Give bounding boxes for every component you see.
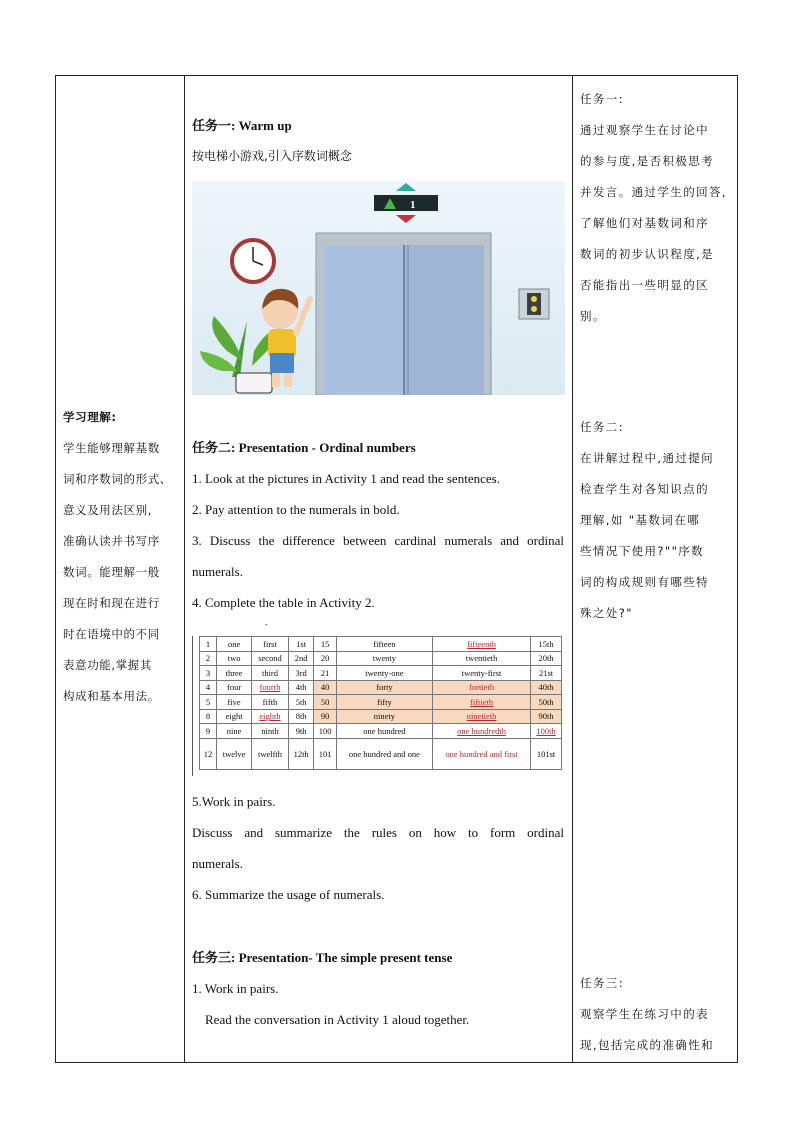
table-cell: one: [217, 637, 252, 652]
table-row: [200, 651, 562, 666]
learning-goal-line: 构成和基本用法。: [63, 689, 160, 703]
table-cell: 1st: [288, 637, 313, 652]
elevator-scene: [192, 181, 565, 395]
assessment-line: 并发言。通过学生的回答,: [580, 185, 727, 199]
table-cell-answer: ninetieth: [433, 709, 531, 724]
task1-section: [192, 110, 564, 172]
table-row: [200, 724, 562, 739]
numerals-table: [199, 636, 562, 770]
table-cell: five: [217, 695, 252, 710]
table-cell: 21st: [531, 666, 562, 681]
table-cell: third: [252, 666, 289, 681]
assessment-line: 别。: [580, 309, 606, 323]
task1-description: 按电梯小游戏,引入序数词概念: [192, 149, 352, 163]
task2-item: 1. Look at the pictures in Activity 1 and read the sentences.: [192, 471, 500, 486]
table-row: [200, 709, 562, 724]
task2-item: 2. Pay attention to the numerals in bold.: [192, 502, 400, 517]
elevator-game-illustration: [192, 181, 565, 395]
table-cell: 40th: [531, 680, 562, 695]
table-row: [200, 637, 562, 652]
assessment-line: 现,包括完成的准确性和: [580, 1038, 715, 1052]
assessment-line: 理解,如 "基数词在哪: [580, 513, 700, 527]
table-cell: 5th: [288, 695, 313, 710]
table-cell: 101st: [531, 738, 562, 769]
table-cell: forty: [336, 680, 432, 695]
table-cell: one hundred and one: [336, 738, 432, 769]
table-cell: three: [217, 666, 252, 681]
assessment-line: 的参与度,是否积极思考: [580, 154, 715, 168]
table-cell: 90th: [531, 709, 562, 724]
table-cell: 20th: [531, 651, 562, 666]
table-cell: 5: [200, 695, 217, 710]
table-cell-answer: fortieth: [433, 680, 531, 695]
assessment-line: 数词的初步认识程度,是: [580, 247, 715, 261]
table-cell: 4: [200, 680, 217, 695]
table-cell: 100: [314, 724, 336, 739]
task2-item: 4. Complete the table in Activity 2.: [192, 595, 375, 610]
learning-goal-line: 准确认读并书写序: [63, 534, 160, 548]
task2-item: 5.Work in pairs.: [192, 794, 276, 809]
table-tick-mark: -: [265, 620, 268, 629]
task2-section: [192, 432, 564, 618]
table-cell: twelve: [217, 738, 252, 769]
column-divider-right: [572, 75, 573, 1063]
table-cell: 4th: [288, 680, 313, 695]
assessment-line: 在讲解过程中,通过提问: [580, 451, 715, 465]
learning-goal-line: 词和序数词的形式、: [63, 472, 172, 486]
table-cell: 8th: [288, 709, 313, 724]
table-cell: 9th: [288, 724, 313, 739]
table-cell: 3rd: [288, 666, 313, 681]
table-cell: 90: [314, 709, 336, 724]
table-cell: fifth: [252, 695, 289, 710]
table-cell: 12: [200, 738, 217, 769]
task2-section-continued: [192, 786, 564, 910]
assessment-task3: [580, 968, 732, 1061]
learning-goal-line: 表意功能,掌握其: [63, 658, 152, 672]
assessment-title: 任务一:: [580, 92, 624, 106]
assessment-line: 通过观察学生在讨论中: [580, 123, 709, 137]
table-cell: ninth: [252, 724, 289, 739]
table-cell: 2: [200, 651, 217, 666]
table-cell-answer: one hundredth: [433, 724, 531, 739]
task2-title: 任务二: Presentation - Ordinal numbers: [192, 440, 416, 455]
column-divider-left: [184, 75, 185, 1063]
assessment-task1: [580, 84, 732, 332]
task3-title: 任务三: Presentation- The simple present tense: [192, 950, 453, 965]
table-cell: fifty: [336, 695, 432, 710]
table-cell-answer: eighth: [252, 709, 289, 724]
task3-section: [192, 942, 564, 1035]
learning-goal-line: 时在语境中的不同: [63, 627, 160, 641]
floor-number: 1: [410, 199, 416, 211]
table-cell: four: [217, 680, 252, 695]
task2-item: numerals.: [192, 856, 243, 871]
table-cell: second: [252, 651, 289, 666]
learning-goal-line: 数词。能理解一般: [63, 565, 160, 579]
table-cell: twentieth: [433, 651, 531, 666]
table-cell: 101: [314, 738, 336, 769]
learning-goal-line: 学生能够理解基数: [63, 441, 160, 455]
table-cell: 21: [314, 666, 336, 681]
table-cell: twenty-first: [433, 666, 531, 681]
task1-title: 任务一: Warm up: [192, 118, 292, 133]
table-cell: twenty: [336, 651, 432, 666]
table-cell: 50th: [531, 695, 562, 710]
assessment-task2: [580, 412, 732, 629]
table-cell: eight: [217, 709, 252, 724]
assessment-line: 词的构成规则有哪些特: [580, 575, 709, 589]
table-cell-answer: fourth: [252, 680, 289, 695]
learning-goal-title: 学习理解:: [63, 410, 117, 424]
assessment-line: 检查学生对各知识点的: [580, 482, 709, 496]
table-cell: twenty-one: [336, 666, 432, 681]
table-cell-answer: fiftieth: [433, 695, 531, 710]
table-cell: 15: [314, 637, 336, 652]
assessment-line: 殊之处?": [580, 606, 633, 620]
table-cell-answer: fifteenth: [433, 637, 531, 652]
table-cell: 8: [200, 709, 217, 724]
table-cell: 3: [200, 666, 217, 681]
task3-item: 1. Work in pairs.: [192, 981, 279, 996]
assessment-line: 了解他们对基数词和序: [580, 216, 709, 230]
table-cell: 2nd: [288, 651, 313, 666]
table-cell: 15th: [531, 637, 562, 652]
table-cell: 9: [200, 724, 217, 739]
table-left-edge: [192, 636, 193, 776]
table-cell: 20: [314, 651, 336, 666]
table-cell: twelfth: [252, 738, 289, 769]
table-cell: first: [252, 637, 289, 652]
table-row: [200, 738, 562, 769]
table-cell-answer: one hundred and first: [433, 738, 531, 769]
table-cell: ninety: [336, 709, 432, 724]
learning-goal-line: 现在时和现在进行: [63, 596, 160, 610]
table-cell: two: [217, 651, 252, 666]
assessment-line: 些情况下使用?""序数: [580, 544, 705, 558]
assessment-title: 任务三:: [580, 976, 624, 990]
table-cell: 12th: [288, 738, 313, 769]
task2-item: 6. Summarize the usage of numerals.: [192, 887, 385, 902]
assessment-line: 观察学生在练习中的表: [580, 1007, 709, 1021]
table-row: [200, 695, 562, 710]
assessment-title: 任务二:: [580, 420, 624, 434]
task2-item: 3. Discuss the difference between cardinal numerals and ordinal: [192, 533, 564, 548]
table-cell: one hundred: [336, 724, 432, 739]
task2-item: Discuss and summarize the rules on how to form ordinal: [192, 825, 564, 840]
task3-item: Read the conversation in Activity 1 aloud together.: [205, 1012, 470, 1027]
task2-item: numerals.: [192, 564, 243, 579]
table-row: [200, 666, 562, 681]
table-cell: 40: [314, 680, 336, 695]
table-cell: 1: [200, 637, 217, 652]
table-cell: nine: [217, 724, 252, 739]
learning-goal-line: 意义及用法区别,: [63, 503, 152, 517]
learning-goal-column: [63, 402, 181, 712]
table-cell: fifteen: [336, 637, 432, 652]
assessment-line: 否能指出一些明显的区: [580, 278, 709, 292]
table-cell-answer: 100th: [531, 724, 562, 739]
table-row: [200, 680, 562, 695]
table-cell: 50: [314, 695, 336, 710]
